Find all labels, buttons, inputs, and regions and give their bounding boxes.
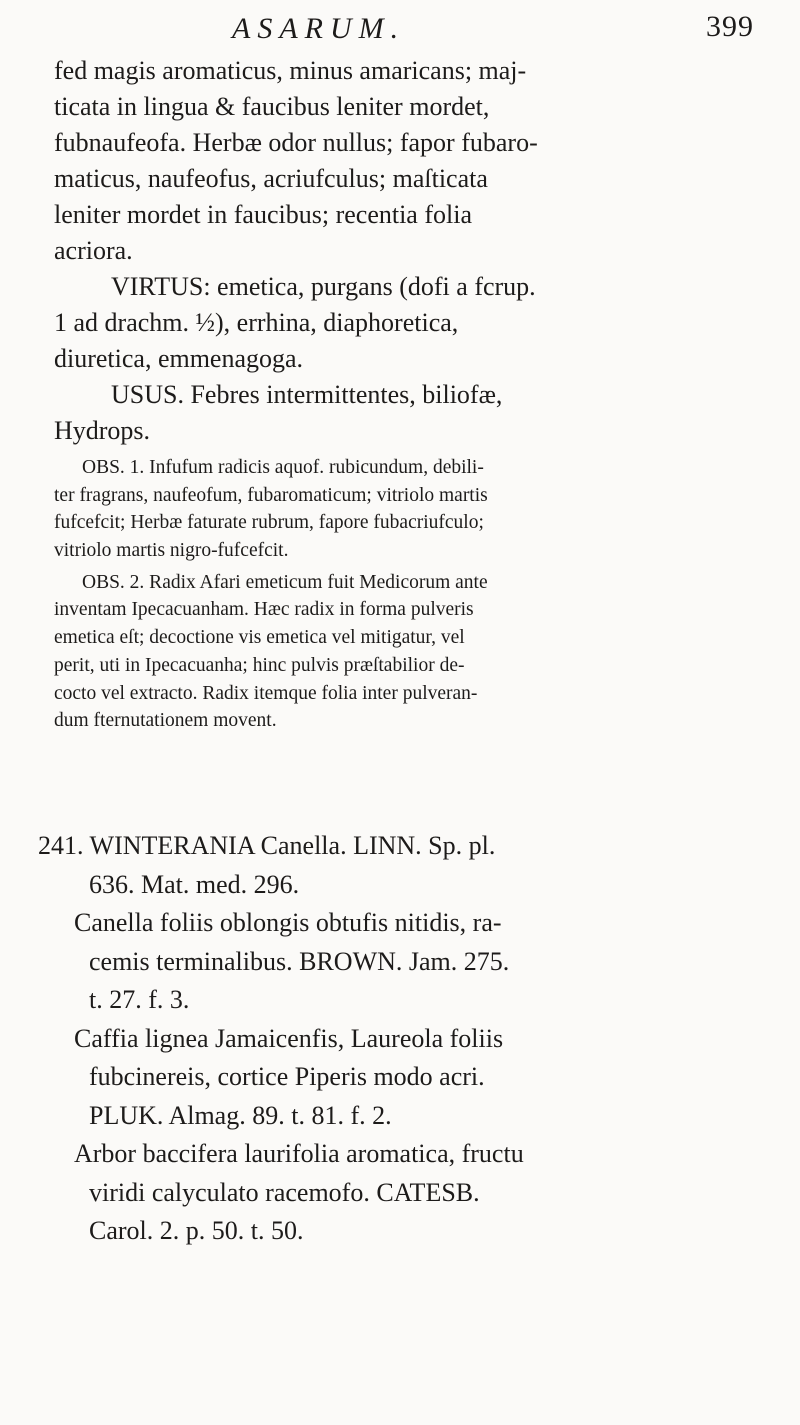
running-title: ASARUM. <box>232 12 406 45</box>
text-line: ticata in lingua & faucibus leniter mordet, <box>54 92 490 121</box>
text-line: fubnaufeofa. Herbæ odor nullus; fapor fubaro- <box>54 128 538 157</box>
text-line: inventam Ipecacuanham. Hæc radix in forma pulveris <box>54 599 474 621</box>
text-line: acriora. <box>54 236 133 265</box>
paragraph-virtus <box>54 269 760 377</box>
text-line: 636. Mat. med. 296. <box>89 869 300 899</box>
text-line: Carol. 2. p. 50. t. 50. <box>89 1216 304 1245</box>
text-line: fubcinereis, cortice Piperis modo acri. <box>89 1062 485 1091</box>
paragraph-usus <box>54 377 760 449</box>
page-number: 399 <box>706 10 754 43</box>
text-line: Caffia lignea Jamaicenfis, Laureola foliis <box>74 1023 504 1053</box>
text-line: vitriolo martis nigro-fufcefcit. <box>54 540 289 562</box>
observation-1 <box>54 454 760 565</box>
text-line: Canella foliis oblongis obtufis nitidis, ra- <box>74 908 502 937</box>
text-line: OBS. 2. Radix Afari emeticum fuit Medicorum ante <box>82 571 488 593</box>
entry-heading: 241. WINTERANIA Canella. LINN. Sp. pl. <box>38 831 496 860</box>
text-line: USUS. Febres intermittentes, biliofæ, <box>111 380 503 409</box>
text-line: t. 27. f. 3. <box>89 985 190 1014</box>
text-line: cemis terminalibus. BROWN. Jam. 275. <box>89 946 510 976</box>
text-line: ter fragrans, naufeofum, fubaromaticum; vitriolo martis <box>54 484 488 506</box>
text-line: dum fternutationem movent. <box>54 710 277 732</box>
text-line: maticus, naufeofus, acriufculus; maſticata <box>54 164 488 193</box>
text-line: OBS. 1. Infufum radicis aquof. rubicundum, debili- <box>82 457 484 478</box>
text-line: VIRTUS: emetica, purgans (dofi a fcrup. <box>111 272 536 301</box>
text-line: cocto vel extracto. Radix itemque folia inter pulveran- <box>54 682 478 704</box>
text-line: Hydrops. <box>54 416 151 445</box>
text-line: viridi calyculato racemofo. CATESB. <box>89 1177 480 1207</box>
text-line: PLUK. Almag. 89. t. 81. f. 2. <box>89 1100 392 1130</box>
text-line: emetica eſt; decoctione vis emetica vel mitigatur, vel <box>54 627 465 649</box>
observation-2 <box>54 569 760 735</box>
text-line: fufcefcit; Herbæ faturate rubrum, fapore fubacriufculo; <box>54 512 484 534</box>
paragraph-description <box>54 53 760 269</box>
text-line: diuretica, emmenagoga. <box>54 344 304 373</box>
main-text <box>54 53 760 735</box>
text-line: perit, uti in Ipecacuanha; hinc pulvis præſtabilior de- <box>54 654 465 676</box>
text-line: Arbor baccifera laurifolia aromatica, fructu <box>74 1139 524 1168</box>
text-line: 1 ad drachm. ½), errhina, diaphoretica, <box>54 308 459 337</box>
text-line: leniter mordet in faucibus; recentia folia <box>54 200 472 229</box>
entry-241 <box>38 827 768 1251</box>
text-line: fed magis aromaticus, minus amaricans; maj- <box>54 56 527 85</box>
